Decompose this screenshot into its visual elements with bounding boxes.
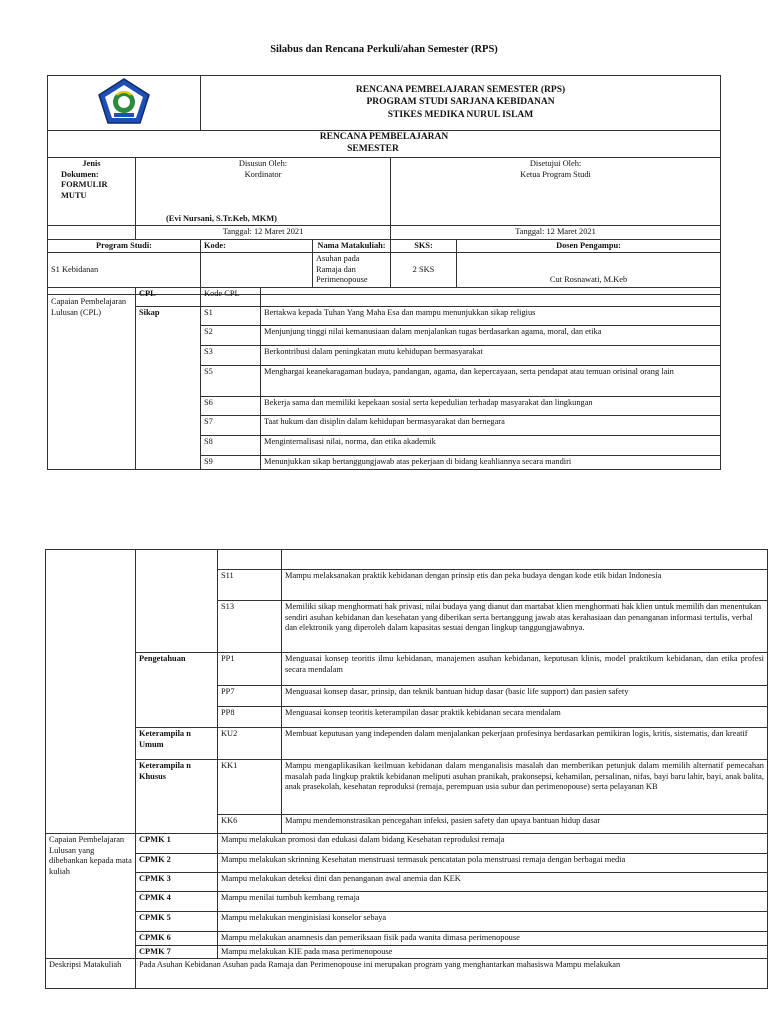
dokumen-label: Dokumen: xyxy=(61,169,99,179)
cpl-code: S5 xyxy=(201,366,261,397)
kk-code: KK1 xyxy=(218,760,282,815)
cpl-code: S9 xyxy=(201,456,261,470)
kk-text: Mampu mengaplikasikan keilmuan kebidanan dalam menganalisis masalah dan memberikan petunjuk dalam memilih alternatif pemecahan masalah pada lingkup praktik kebidanan meliputi asuhan pranikah, prakonsepsi, kehamilan, persalinan, nifas, bayi baru lahir, bayi, anak balita, anak prasekolah, kesehatan reproduksi (remaja, perempuan usia subur dan perimenopouse) serta pelayanan KB xyxy=(282,760,768,815)
pengetahuan-code: PP1 xyxy=(218,653,282,686)
cpmk-text: Mampu melakukan anamnesis dan pemeriksaan fisik pada wanita dimasa perimenopouse xyxy=(218,932,768,946)
dosen-label: Dosen Pengampu: xyxy=(457,239,721,253)
sikap-code: S13 xyxy=(218,601,282,653)
cpl-text: Menjunjung tinggi nilai kemanusiaan dalam menjalankan tugas berdasarkan agama, moral, dan etika xyxy=(261,326,721,346)
disusun-role: Kordinator xyxy=(244,169,282,179)
keterampilan-umum-label: Keterampila n Umum xyxy=(136,728,218,760)
document-title: Silabus dan Rencana Perkuli/ahan Semester (RPS) xyxy=(270,44,498,55)
cpmk-code: CPMK 1 xyxy=(136,834,218,854)
disusun-name: (Evi Nursani, S.Tr.Keb, MKM) xyxy=(166,213,277,223)
deskripsi-text: Pada Asuhan Kebidanan Asuhan pada Ramaja dan Perimenopouse ini merupakan program yang menghantarkan mahasiswa Mampu melakukan xyxy=(136,959,768,989)
cpl-code: S3 xyxy=(201,346,261,366)
kode-value xyxy=(201,253,313,288)
cpl-code: S6 xyxy=(201,397,261,416)
kk-text: Mampu mendemonstrasikan pencegahan infeksi, pasien safety dan upaya bantuan hidup dasar xyxy=(282,815,768,834)
rps-header-table xyxy=(47,75,721,295)
disusun-label: Disusun Oleh: xyxy=(238,159,288,169)
pengetahuan-code: PP7 xyxy=(218,686,282,707)
cpmk-code: CPMK 6 xyxy=(136,932,218,946)
cpmk-text: Mampu melakukan deteksi dini dan penanganan awal anemia dan KEK xyxy=(218,873,768,892)
disusun-cell xyxy=(136,158,391,226)
cpmk-code: CPMK 5 xyxy=(136,912,218,932)
deskripsi-label: Deskripsi Matakuliah xyxy=(46,959,136,989)
disusun-date: Tanggal: 12 Maret 2021 xyxy=(136,226,391,240)
jenis-label: Jenis xyxy=(82,159,101,169)
cpmk-text: Mampu melakukan menginisiasi konselor sebaya xyxy=(218,912,768,932)
sks-label: SKS: xyxy=(391,239,457,253)
cpl-head-desc xyxy=(261,288,721,307)
formulir-label: FORMULIR xyxy=(61,180,108,190)
cpmk-section-label: Capaian Pembelajaran Lulusan yang dibebankan kepada mata kuliah xyxy=(46,834,136,959)
sikap-text: Mampu melaksanakan praktik kebidanan dengan prinsip etis dan peka budaya dengan kode etik bidan Indonesia xyxy=(282,570,768,601)
cpl-label-text: Capaian Pembelajaran Lulusan (CPL) xyxy=(51,297,127,317)
mutu-label: MUTU xyxy=(61,190,87,200)
cpl-code: S8 xyxy=(201,436,261,456)
disetujui-label: Disetujui Oleh: xyxy=(529,159,582,169)
header-title-cell xyxy=(201,76,721,131)
cpmk-text: Mampu melakukan KIE pada masa perimenopouse xyxy=(218,945,768,959)
disetujui-role: Ketua Program Studi xyxy=(520,169,591,179)
ku-code: KU2 xyxy=(218,728,282,760)
cpmk-text: Mampu menilai tumbuh kembang remaja xyxy=(218,892,768,912)
prodi-value: S1 Kebidanan xyxy=(48,253,201,288)
cpl-text: Menghargai keanekaragaman budaya, pandangan, agama, dan kepercayaan, serta pendapat atau temuan orisinal orang lain xyxy=(261,366,721,397)
rps-subtitle-cell xyxy=(48,130,721,158)
cpmk-text: Mampu melakukan skrinning Kesehatan menstruasi termasuk pencatatan pola menstruasi remaja dengan berbagai media xyxy=(218,854,768,873)
empty-date-cell xyxy=(48,226,136,240)
subtitle-line-2: SEMESTER xyxy=(347,144,399,155)
institution-logo-icon xyxy=(97,77,151,125)
cpl-code: S1 xyxy=(201,307,261,326)
cpl-text: Menunjukkan sikap bertanggungjawab atas pekerjaan di bidang keahliannya secara mandiri xyxy=(261,456,721,470)
cpl-head: CPL xyxy=(136,288,201,307)
cpl-code: S2 xyxy=(201,326,261,346)
sks-value: 2 SKS xyxy=(391,253,457,288)
kode-cpl-head: Kode CPL xyxy=(201,288,261,307)
jenis-dokumen-cell xyxy=(48,158,136,226)
cpmk-code: CPMK 7 xyxy=(136,945,218,959)
prodi-label: Program Studi: xyxy=(48,239,201,253)
cpl-text: Bertakwa kepada Tuhan Yang Maha Esa dan mampu menunjukkan sikap religius xyxy=(261,307,721,326)
disetujui-cell xyxy=(391,158,721,226)
pengetahuan-label: Pengetahuan xyxy=(136,653,218,728)
cpl-text: Berkontribusi dalam peningkatan mutu kehidupan bermasyarakat xyxy=(261,346,721,366)
pengetahuan-text: Menguasai konsep teoritis ilmu kebidanan, manajemen asuhan kebidanan, keputusan klinis, model praktikum kebidanan, dan etika profesi secara mendalam xyxy=(282,653,768,686)
header-line-1: RENCANA PEMBELAJARAN SEMESTER (RPS) xyxy=(355,84,566,95)
nama-mk-value: Asuhan pada Ramaja dan Perimenopouse xyxy=(313,253,391,288)
dosen-value: Cut Rosnawati, M.Keb xyxy=(457,253,721,288)
cpl-text: Taat hukum dan disiplin dalam kehidupan bermasyarakat dan bernegara xyxy=(261,416,721,436)
pengetahuan-code: PP8 xyxy=(218,707,282,728)
cpl-text: Menginternalisasi nilai, norma, dan etika akademik xyxy=(261,436,721,456)
pengetahuan-text: Menguasai konsep dasar, prinsip, dan teknik bantuan hidup dasar (basic life support) dan pasien safety xyxy=(282,686,768,707)
cpmk-text: Mampu melakukan promosi dan edukasi dalam bidang Kesehatan reproduksi remaja xyxy=(218,834,768,854)
cpl-continued-label xyxy=(46,550,136,834)
cpl-text: Bekerja sama dan memiliki kepekaan sosial serta kepedulian terhadap masyarakat dan lingkungan xyxy=(261,397,721,416)
cpmk-code: CPMK 2 xyxy=(136,854,218,873)
cpl-label xyxy=(48,288,136,470)
sikap-code: S11 xyxy=(218,570,282,601)
sikap-text: Memiliki sikap menghormati hak privasi, nilai budaya yang dianut dan martabat klien menghormati hak klien untuk memilih dan menentukan sendiri asuhan kebidanan dan kesehatan yang diberikan serta bertanggung jawab atas kerahasiaan dan penanganan informasi tertulis, verbal dan elektronik yang diperoleh dalam kapasitas sesuai dengan lingkup tanggungjawabnya. xyxy=(282,601,768,653)
pengetahuan-text: Menguasai konsep teoritis keterampilan dasar praktik kebidanan secara mendalam xyxy=(282,707,768,728)
header-line-2: PROGRAM STUDI SARJANA KEBIDANAN xyxy=(366,97,555,108)
subtitle-line-1: RENCANA PEMBELAJARAN xyxy=(319,131,449,142)
nama-mk-label: Nama Matakuliah: xyxy=(313,239,391,253)
cpl-continued-table xyxy=(45,549,768,989)
cpl-code: S7 xyxy=(201,416,261,436)
keterampilan-khusus-label: Keterampila n Khusus xyxy=(136,760,218,834)
cpmk-code: CPMK 3 xyxy=(136,873,218,892)
sikap-label: Sikap xyxy=(136,307,201,470)
kk-code: KK6 xyxy=(218,815,282,834)
logo-cell xyxy=(48,76,201,131)
cpl-table xyxy=(47,287,721,470)
kode-label: Kode: xyxy=(201,239,313,253)
disetujui-date: Tanggal: 12 Maret 2021 xyxy=(391,226,721,240)
ku-text: Membuat keputusan yang independen dalam menjalankan pekerjaan profesinya berdasarkan pemikiran logis, kritis, sistematis, dan kreatif xyxy=(282,728,768,760)
sikap-continued-label xyxy=(136,550,218,653)
blank-code xyxy=(218,550,282,570)
blank-text xyxy=(282,550,768,570)
header-line-3: STIKES MEDIKA NURUL ISLAM xyxy=(387,110,534,121)
cpmk-code: CPMK 4 xyxy=(136,892,218,912)
